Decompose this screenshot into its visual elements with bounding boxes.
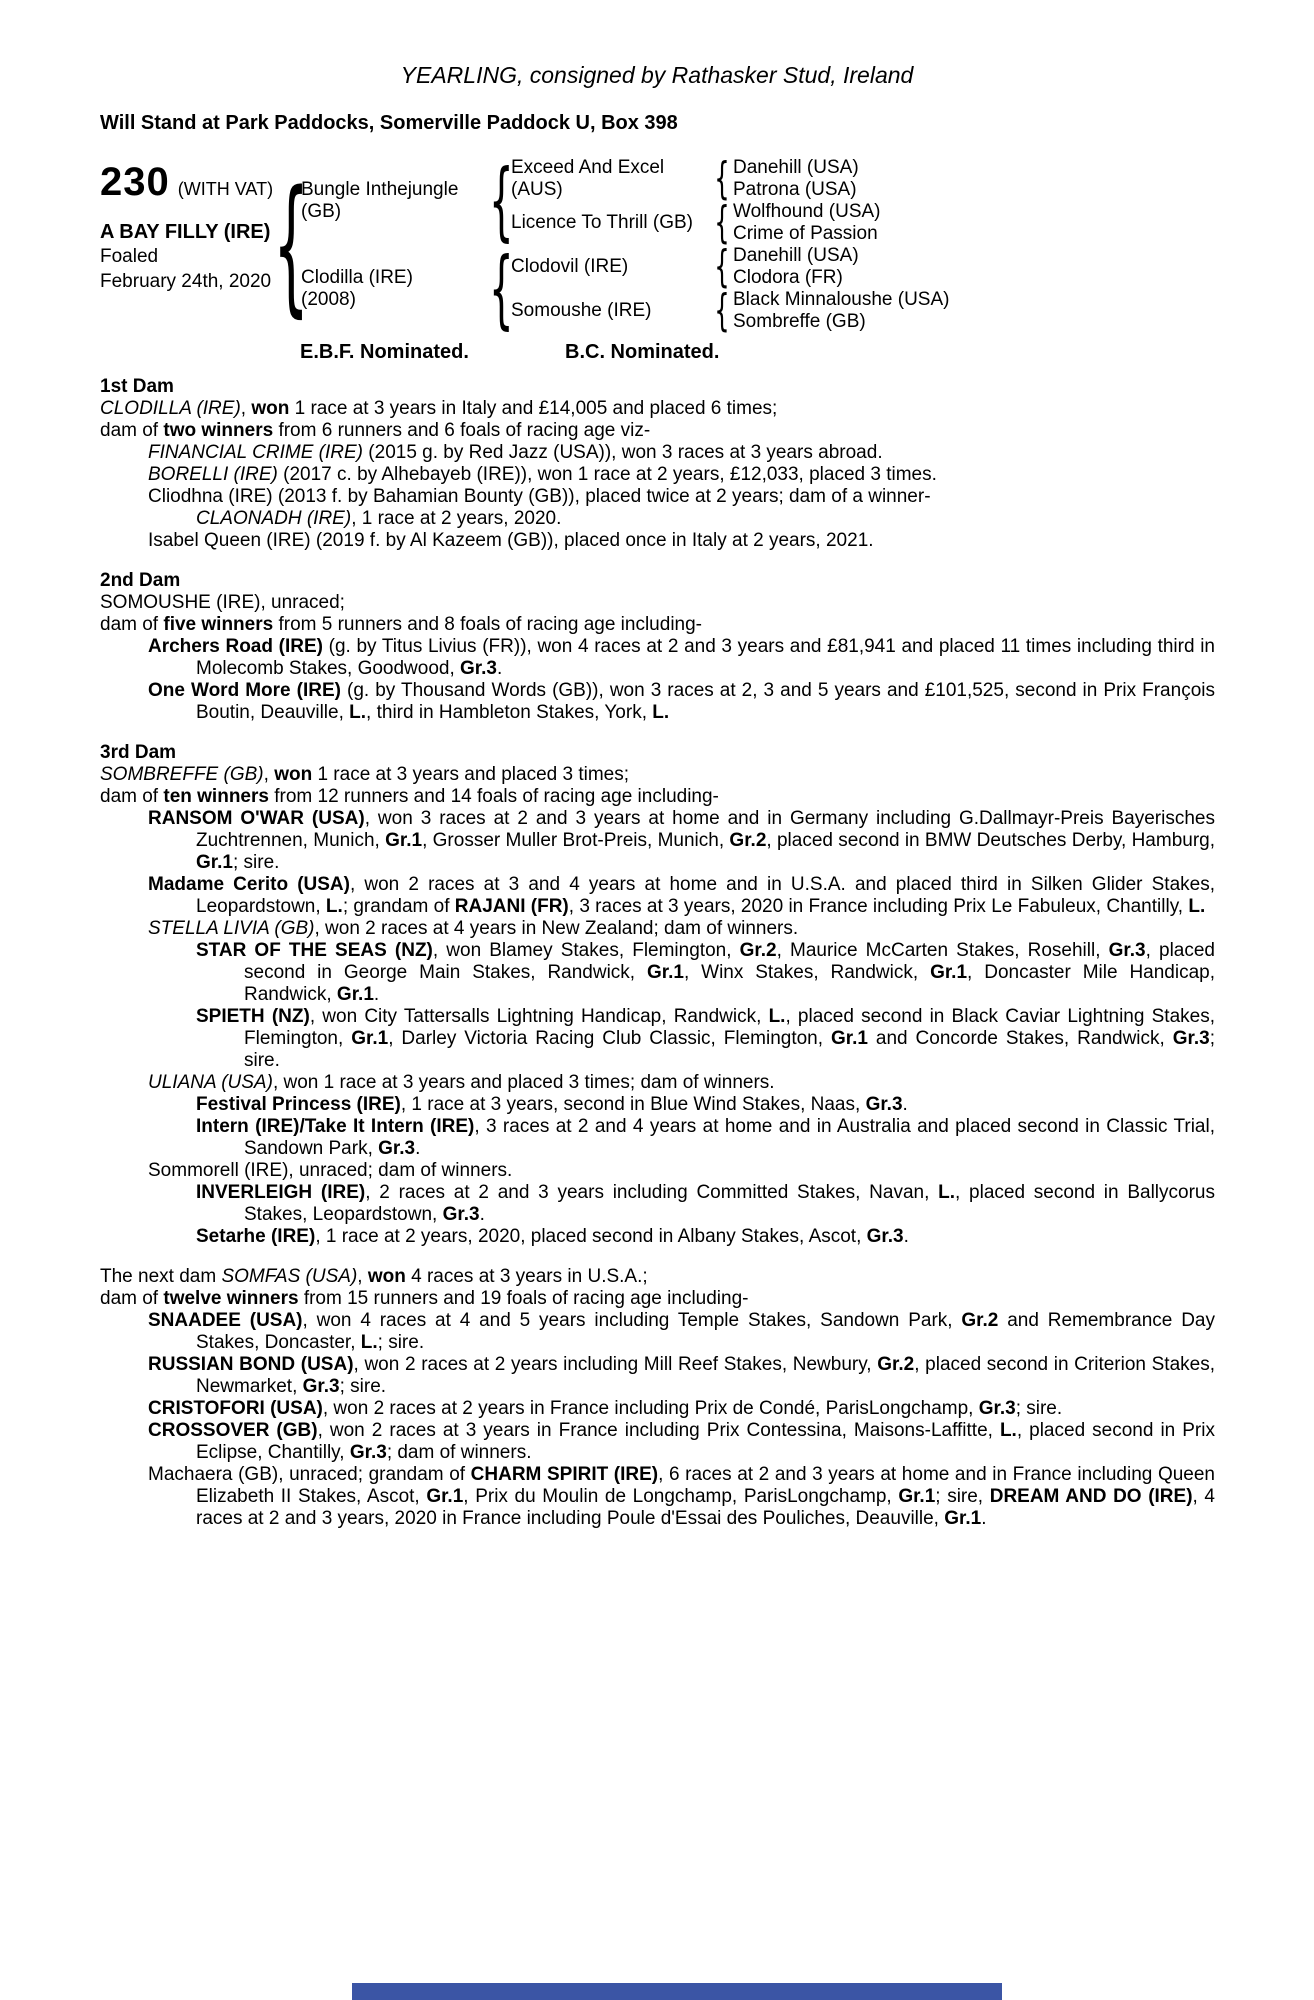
horse-name: A BAY FILLY (IRE) <box>100 221 271 243</box>
dam-cell <box>301 245 491 333</box>
pedigree-entry: RUSSIAN BOND (USA), won 2 races at 2 years including Mill Reef Stakes, Newbury, Gr.2, placed second in Criterion Stakes, Newmarket, Gr.3; sire. <box>148 1354 1215 1397</box>
ancestor-name: Crime of Passion <box>733 223 878 244</box>
ancestor-name: Danehill (USA) <box>733 157 859 178</box>
sire-sire-suffix: (AUS) <box>511 179 563 200</box>
footer-banner <box>352 1983 1002 2000</box>
nominations <box>0 341 1314 365</box>
pedigree-entry: Cliodhna (IRE) (2013 f. by Bahamian Bounty (GB)), placed twice at 2 years; dam of a winner- <box>148 486 931 507</box>
pedigree-entry: dam of twelve winners from 15 runners and 19 foals of racing age including- <box>100 1288 749 1309</box>
brace-gen3-4: { <box>714 285 730 336</box>
ancestor-name: Clodora (FR) <box>733 267 843 288</box>
dam-name: Clodilla (IRE) <box>301 267 413 288</box>
ebf-nominated: E.B.F. Nominated. <box>300 341 469 363</box>
dam-sections <box>100 376 1215 1530</box>
pedigree-entry: Archers Road (IRE) (g. by Titus Livius (FR)), won 4 races at 2 and 3 years and £81,941 and placed 11 times including third in Molecomb Stakes, Goodwood, Gr.3. <box>148 636 1215 679</box>
pedigree-entry: Isabel Queen (IRE) (2019 f. by Al Kazeem (GB)), placed once in Italy at 2 years, 2021. <box>148 530 874 551</box>
section-heading: 2nd Dam <box>100 570 181 591</box>
vat-note: (WITH VAT) <box>177 179 274 199</box>
sire-sire-name: Exceed And Excel <box>511 157 665 178</box>
dam-sire-cell <box>511 245 711 289</box>
ancestor-name: Danehill (USA) <box>733 245 859 266</box>
brace-gen3-3: { <box>714 241 730 292</box>
bc-nominated: B.C. Nominated. <box>565 341 720 363</box>
pedigree-entry: BORELLI (IRE) (2017 c. by Alhebayeb (IRE)), won 1 race at 2 years, £12,033, placed 3 times. <box>148 464 937 485</box>
pedigree-entry: The next dam SOMFAS (USA), won 4 races at 3 years in U.S.A.; <box>100 1266 648 1287</box>
pedigree-entry: Intern (IRE)/Take It Intern (IRE), 3 races at 2 and 4 years at home and in Australia and placed second in Classic Trial, Sandown Park, Gr.3. <box>196 1116 1215 1159</box>
brace-gen3-1: { <box>714 153 730 204</box>
consignor-line: YEARLING, consigned by Rathasker Stud, Ireland <box>400 62 914 88</box>
dam-section <box>100 742 1215 1248</box>
pedigree-entry: CROSSOVER (GB), won 2 races at 3 years in France including Prix Contessina, Maisons-Laffitte, L., placed second in Prix Eclipse, Chantilly, Gr.3; dam of winners. <box>148 1420 1215 1463</box>
lot-block <box>100 160 290 294</box>
ancestor-name: Patrona (USA) <box>733 179 857 200</box>
pedigree-entry: dam of five winners from 5 runners and 8 foals of racing age including- <box>100 614 703 635</box>
pedigree-entry: Sommorell (IRE), unraced; dam of winners. <box>148 1160 513 1181</box>
foaled-label: Foaled <box>100 246 159 267</box>
dam-section <box>100 376 1215 552</box>
pedigree-entry: CLODILLA (IRE), won 1 race at 3 years in Italy and £14,005 and placed 6 times; <box>100 398 778 419</box>
pedigree-entry: ULIANA (USA), won 1 race at 3 years and placed 3 times; dam of winners. <box>148 1072 775 1093</box>
sire-name: Bungle Inthejungle <box>301 179 459 200</box>
pedigree-entry: One Word More (IRE) (g. by Thousand Words (GB)), won 3 races at 2, 3 and 5 years and £101,525, second in Prix François Boutin, Deauville, L., third in Hambleton Stakes, York, L. <box>148 680 1215 723</box>
dam-section <box>100 570 1215 724</box>
pedigree-entry: SOMOUSHE (IRE), unraced; <box>100 592 345 613</box>
sire-suffix: (GB) <box>301 201 342 222</box>
pedigree-entry: RANSOM O'WAR (USA), won 3 races at 2 and 3 years at home and in Germany including G.Dallmayr-Preis Bayerisches Zuchtrennen, Munich, Gr.1, Grosser Muller Brot-Preis, Munich, Gr.2, placed second in BMW Deutsches Derby, Hamburg, Gr.1; sire. <box>148 808 1215 873</box>
lot-number: 230 <box>100 160 170 204</box>
pedigree-entry: Festival Princess (IRE), 1 race at 3 years, second in Blue Wind Stakes, Naas, Gr.3. <box>196 1094 908 1115</box>
lot-number-row <box>100 160 290 205</box>
stand-line: Will Stand at Park Paddocks, Somerville Paddock U, Box 398 <box>100 112 678 134</box>
pedigree-entry: STAR OF THE SEAS (NZ), won Blamey Stakes, Flemington, Gr.2, Maurice McCarten Stakes, Rosehill, Gr.3, placed second in George Main Stakes, Randwick, Gr.1, Winx Stakes, Randwick, Gr.1, Doncaster Mile Handicap, Randwick, Gr.1. <box>196 940 1215 1005</box>
dam-sire-name: Clodovil (IRE) <box>511 256 629 277</box>
pedigree-entry: CLAONADH (IRE), 1 race at 2 years, 2020. <box>196 508 562 529</box>
brace-dam-parents: { <box>488 239 514 339</box>
sire-cell <box>301 157 491 245</box>
pedigree-entry: SNAADEE (USA), won 4 races at 4 and 5 years including Temple Stakes, Sandown Park, Gr.2 and Remembrance Day Stakes, Doncaster, L.; sire. <box>148 1310 1215 1353</box>
pedigree-entry: SOMBREFFE (GB), won 1 race at 3 years and placed 3 times; <box>100 764 630 785</box>
pedigree-entry: SPIETH (NZ), won City Tattersalls Lightning Handicap, Randwick, L., placed second in Black Caviar Lightning Stakes, Flemington, Gr.1, Darley Victoria Racing Club Classic, Flemington, Gr.1 and Concorde Stakes, Randwick, Gr.3; sire. <box>196 1006 1216 1071</box>
sire-dam-cell <box>511 201 711 245</box>
section-heading: 3rd Dam <box>100 742 177 763</box>
dam-dam-name: Somoushe (IRE) <box>511 300 652 321</box>
foaled-date: February 24th, 2020 <box>100 271 272 292</box>
ancestor-name: Wolfhound (USA) <box>733 201 881 222</box>
brace-parents: { <box>273 159 309 331</box>
pedigree-entry: dam of two winners from 6 runners and 6 foals of racing age viz- <box>100 420 651 441</box>
pedigree-entry: Machaera (GB), unraced; grandam of CHARM SPIRIT (IRE), 6 races at 2 and 3 years at home and in France including Queen Elizabeth II Stakes, Ascot, Gr.1, Prix du Moulin de Longchamp, ParisLongchamp, Gr.1; sire, DREAM AND DO (IRE), 4 races at 2 and 3 years, 2020 in France including Poule d'Essai des Pouliches, Deauville, Gr.1. <box>148 1464 1215 1529</box>
pedigree-tree <box>273 151 1213 339</box>
pedigree-entry: Setarhe (IRE), 1 race at 2 years, 2020, placed second in Albany Stakes, Ascot, Gr.3. <box>196 1226 909 1247</box>
ancestor-name: Black Minnaloushe (USA) <box>733 289 950 310</box>
pedigree-entry: INVERLEIGH (IRE), 2 races at 2 and 3 years including Committed Stakes, Navan, L., placed second in Ballycorus Stakes, Leopardstown, Gr.3. <box>196 1182 1215 1225</box>
brace-gen3-2: { <box>714 197 730 248</box>
sire-dam-name: Licence To Thrill (GB) <box>511 212 693 233</box>
pedigree-entry: Madame Cerito (USA), won 2 races at 3 and 4 years at home and in U.S.A. and placed third in Silken Glider Stakes, Leopardstown, L.; grandam of RAJANI (FR), 3 races at 3 years, 2020 in France including Prix Le Fabuleux, Chantilly, L. <box>148 874 1215 917</box>
brace-sire-parents: { <box>488 151 514 251</box>
pedigree-entry: dam of ten winners from 12 runners and 14 foals of racing age including- <box>100 786 719 807</box>
sire-sire-cell <box>511 157 711 201</box>
pedigree-entry: STELLA LIVIA (GB), won 2 races at 4 years in New Zealand; dam of winners. <box>148 918 799 939</box>
dam-year: (2008) <box>301 289 356 310</box>
section-heading: 1st Dam <box>100 376 174 397</box>
dam-dam-cell <box>511 289 711 333</box>
pedigree-entry: FINANCIAL CRIME (IRE) (2015 g. by Red Jazz (USA)), won 3 races at 3 years abroad. <box>148 442 883 463</box>
dam-section <box>100 1266 1215 1530</box>
pedigree-entry: CRISTOFORI (USA), won 2 races at 2 years in France including Prix de Condé, ParisLongchamp, Gr.3; sire. <box>148 1398 1063 1419</box>
ancestor-name: Sombreffe (GB) <box>733 311 866 332</box>
